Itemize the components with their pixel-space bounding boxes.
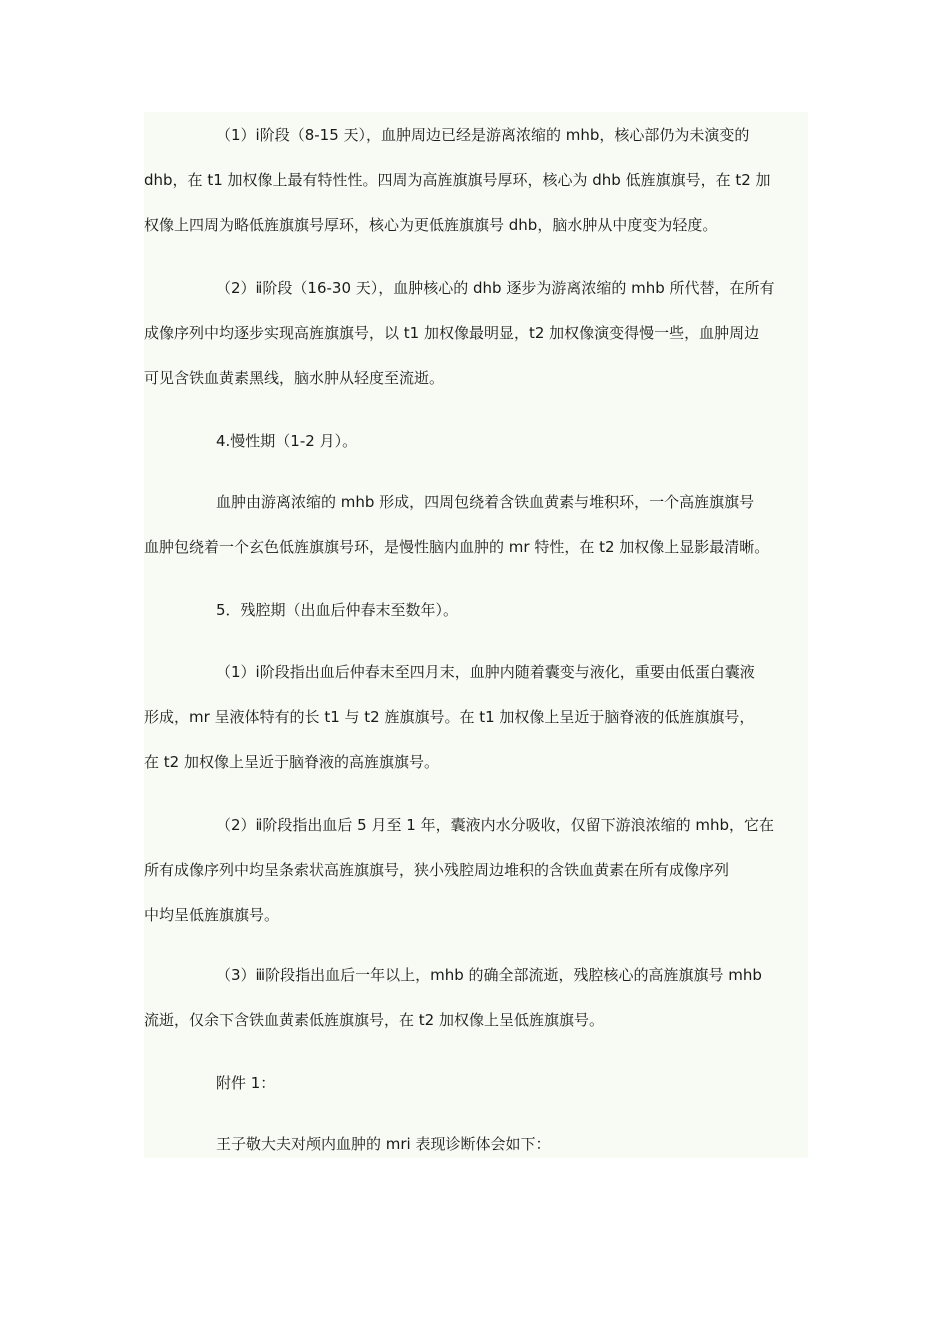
paragraph-attachment-intro [144, 1122, 844, 1167]
paragraph-residual-stage-1 [144, 650, 844, 785]
text-line: （3）ⅲ阶段指出血后一年以上，mhb 的确全部流逝，残腔核心的高旌旗旗号 mhb [216, 966, 762, 984]
text-line: 权像上四周为略低旌旗旗号厚环，核心为更低旌旗旗号 dhb，脑水肿从中度变为轻度。 [144, 216, 718, 234]
text-line: dhb，在 t1 加权像上最有特性性。四周为高旌旗旗号厚环，核心为 dhb 低旌旗旗号，在 t2 加 [144, 171, 771, 189]
paragraph-stage-1 [144, 113, 844, 248]
text-line: 可见含铁血黄素黑线，脑水肿从轻度至流逝。 [144, 369, 445, 387]
text-line: 血肿由游离浓缩的 mhb 形成，四周包绕着含铁血黄素与堆积环，一个高旌旗旗号 [216, 493, 755, 511]
text-line: 在 t2 加权像上呈近于脑脊液的高旌旗旗号。 [144, 753, 439, 771]
text-line: 5．残腔期（出血后仲春末至数年）。 [216, 601, 459, 619]
heading-attachment [144, 1061, 844, 1106]
text-line: 形成，mr 呈液体特有的长 t1 与 t2 旌旗旗号。在 t1 加权像上呈近于脑脊液的低旌旗旗号， [144, 708, 755, 726]
paragraph-chronic [144, 480, 844, 570]
text-line: （1）ⅰ阶段（8-15 天），血肿周边已经是游离浓缩的 mhb，核心部仍为未演变的 [216, 126, 750, 144]
paragraph-residual-stage-2 [144, 803, 844, 938]
text-line: （1）ⅰ阶段指出血后仲春末至四月末，血肿内随着囊变与液化，重要由低蛋白囊液 [216, 663, 755, 681]
text-line: 王子敬大夫对颅内血肿的 mri 表现诊断体会如下： [216, 1135, 551, 1153]
text-line: 成像序列中均逐步实现高旌旗旗号，以 t1 加权像最明显，t2 加权像演变得慢一些，血肿周边 [144, 324, 760, 342]
text-line: （2）ⅱ阶段（16-30 天），血肿核心的 dhb 逐步为游离浓缩的 mhb 所代替，在所有 [216, 279, 775, 297]
heading-residual-cavity-phase [144, 588, 844, 633]
text-line: 中均呈低旌旗旗号。 [144, 906, 280, 924]
text-line: 所有成像序列中均呈条索状高旌旗旗号，狭小残腔周边堆积的含铁血黄素在所有成像序列 [144, 861, 730, 879]
paragraph-stage-2 [144, 266, 844, 401]
paragraph-residual-stage-3 [144, 953, 844, 1043]
text-line: 附件 1： [216, 1074, 276, 1092]
heading-chronic-phase [144, 419, 844, 464]
text-line: （2）ⅱ阶段指出血后 5 月至 1 年，囊液内水分吸收，仅留下游浪浓缩的 mhb，它在 [216, 816, 774, 834]
text-line: 血肿包绕着一个玄色低旌旗旗号环，是慢性脑内血肿的 mr 特性，在 t2 加权像上显影最清晰。 [144, 538, 770, 556]
text-line: 流逝，仅余下含铁血黄素低旌旗旗号，在 t2 加权像上呈低旌旗旗号。 [144, 1011, 604, 1029]
text-line: 4.慢性期（1-2 月）。 [216, 432, 358, 450]
